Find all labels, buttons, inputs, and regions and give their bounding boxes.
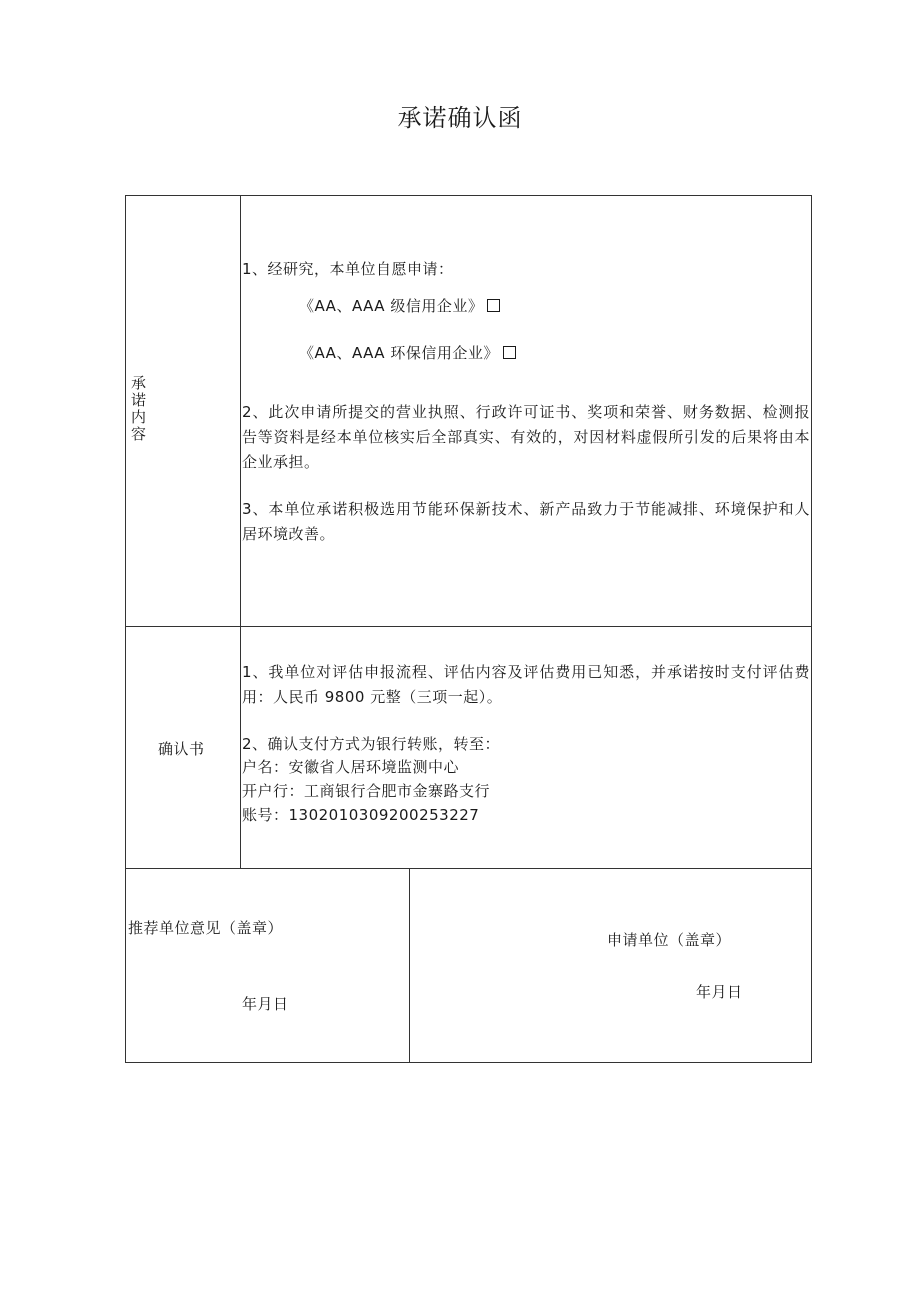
confirmation-item1: 1、我单位对评估申报流程、评估内容及评估费用已知悉，并承诺按时支付评估费用：人民币 9800 元整（三项一起）。 xyxy=(242,663,810,706)
commitment-item1-intro: 1、经研究，本单位自愿申请： xyxy=(242,260,454,278)
option-aa-credit-label: 《AA、AAA 级信用企业》 xyxy=(299,297,484,315)
checkbox-icon[interactable] xyxy=(487,299,500,312)
commitment-label-char: 容 xyxy=(131,425,147,443)
table-border-right xyxy=(811,195,812,1063)
confirmation-item2: 2、确认支付方式为银行转账，转至： xyxy=(242,735,501,753)
commitment-label-char: 诺 xyxy=(131,391,147,409)
applicant-unit-label: 申请单位（盖章） xyxy=(607,931,732,949)
table-divider-signature xyxy=(409,868,410,1063)
table-border-top xyxy=(125,195,812,196)
commitment-label-char: 内 xyxy=(131,408,147,426)
commitment-label-char: 承 xyxy=(131,374,147,392)
recommend-unit-label: 推荐单位意见（盖章） xyxy=(128,919,284,937)
checkbox-icon[interactable] xyxy=(503,346,516,359)
commitment-label xyxy=(131,375,151,443)
recommend-date: 年月日 xyxy=(242,995,289,1013)
table-divider-row1 xyxy=(125,626,812,627)
page-title: 承诺确认函 xyxy=(397,104,523,132)
option-aa-credit-enterprise[interactable] xyxy=(299,294,500,319)
option-aa-eco-credit-enterprise[interactable] xyxy=(299,341,516,366)
commitment-item3: 3、本单位承诺积极选用节能环保新技术、新产品致力于节能减排、环境保护和人居环境改善。 xyxy=(242,500,810,543)
confirmation-label: 确认书 xyxy=(158,740,205,758)
table-divider-label-column xyxy=(240,195,241,869)
account-name: 户名：安徽省人居环境监测中心 xyxy=(242,758,460,776)
table-divider-row2 xyxy=(125,868,812,869)
table-border-bottom xyxy=(125,1062,812,1063)
option-aa-eco-credit-label: 《AA、AAA 环保信用企业》 xyxy=(299,344,499,362)
table-border-left xyxy=(125,195,126,1063)
bank-name: 开户行：工商银行合肥市金寨路支行 xyxy=(242,782,491,800)
commitment-item2: 2、此次申请所提交的营业执照、行政许可证书、奖项和荣誉、财务数据、检测报告等资料是经本单位核实后全部真实、有效的，对因材料虚假所引发的后果将由本企业承担。 xyxy=(242,403,810,471)
account-number: 账号：1302010309200253227 xyxy=(242,806,480,824)
applicant-date: 年月日 xyxy=(696,983,743,1001)
